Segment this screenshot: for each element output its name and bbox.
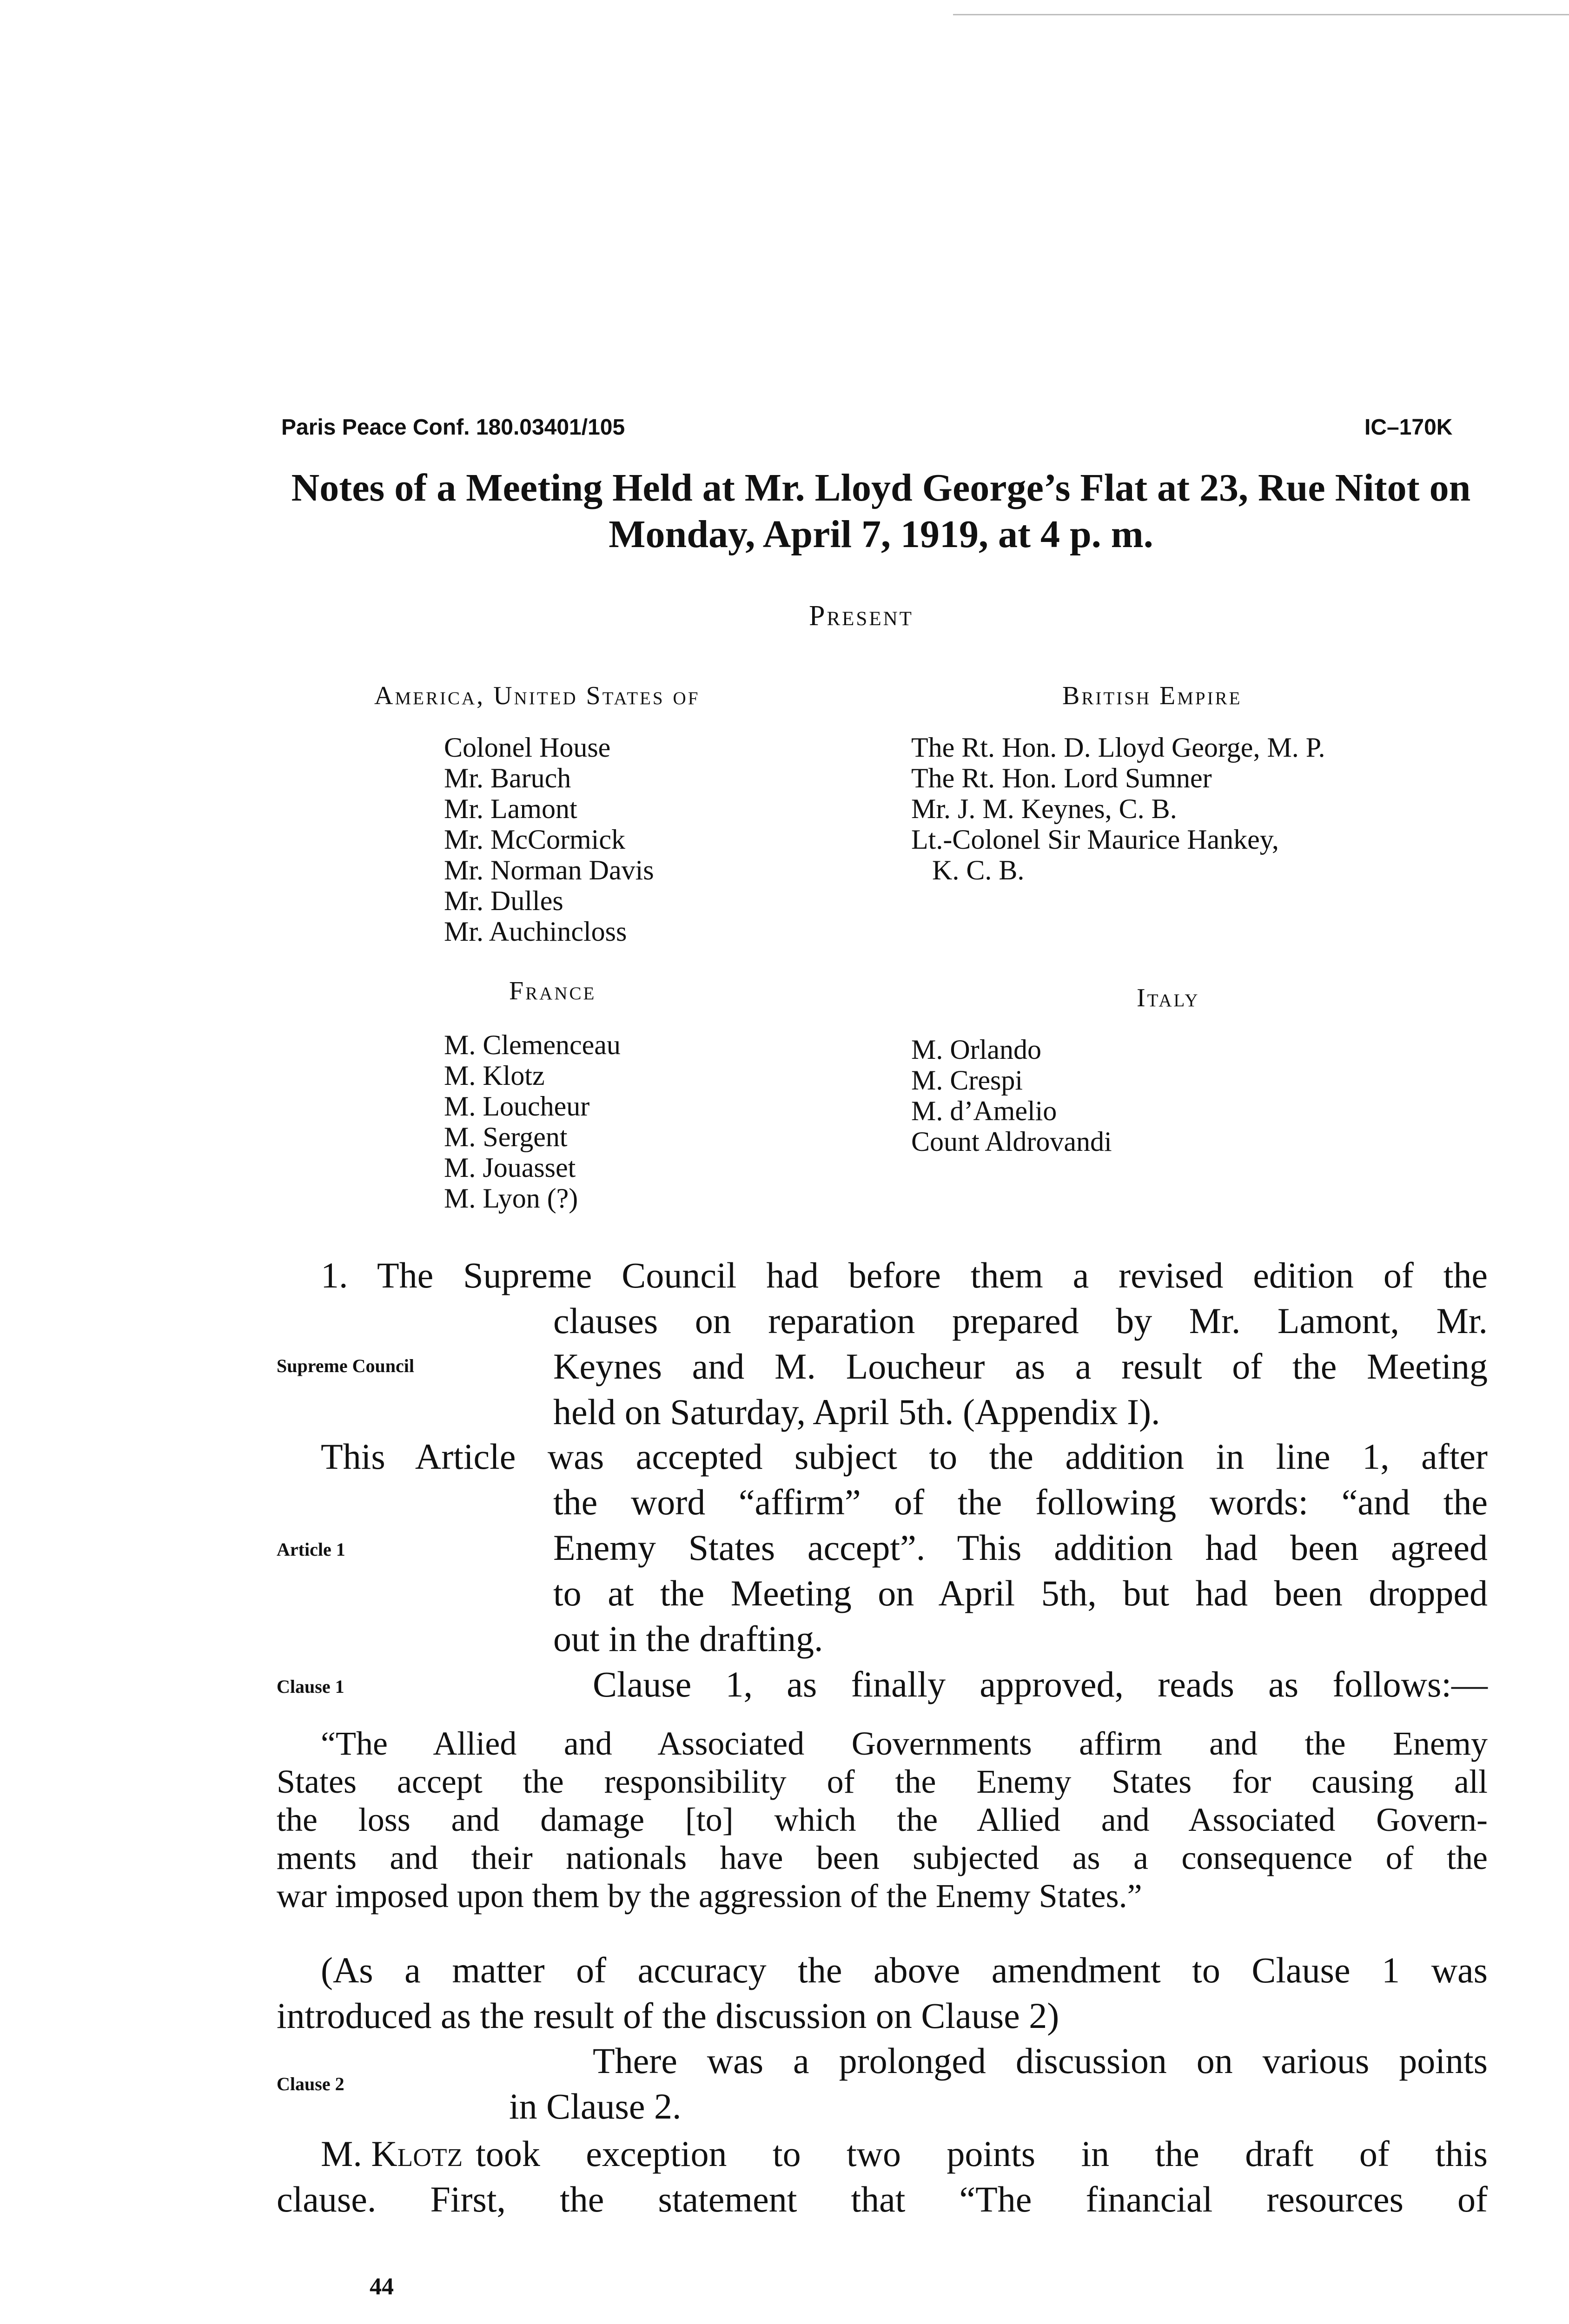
page-number: 44 (370, 2273, 394, 2300)
list-item: Mr. Baruch (444, 763, 571, 793)
list-item: Colonel House (444, 732, 611, 763)
paragraph-4 (277, 1948, 1488, 2039)
list-item: M. Orlando (911, 1034, 1041, 1065)
quote-line: ments and their nationals have been subjected as a consequence of the (277, 1839, 1488, 1876)
paragraph-1 (321, 1253, 1488, 1298)
quote-line: “The Allied and Associated Governments affirm and the Enemy (321, 1725, 1488, 1762)
body-line: the word “affirm” of the following words: “and the (553, 1482, 1488, 1522)
body-line: held on Saturday, April 5th. (Appendix I). (553, 1392, 1160, 1432)
list-item: K. C. B. (932, 855, 1025, 885)
list-item: M. Crespi (911, 1065, 1023, 1096)
list-item: M. Loucheur (444, 1091, 590, 1122)
margin-note-clause-2: Clause 2 (277, 2073, 344, 2094)
paragraph-1-cont (553, 1298, 1488, 1435)
body-line: There was a prolonged discussion on various points (593, 2040, 1488, 2081)
list-item: Lt.-Colonel Sir Maurice Hankey, (911, 824, 1279, 855)
quote-line: States accept the responsibility of the Enemy States for causing all (277, 1763, 1488, 1800)
france-heading: France (509, 977, 596, 1005)
list-item: Count Aldrovandi (911, 1126, 1112, 1157)
paragraph-5 (593, 2038, 1488, 2084)
clause-1-quote (277, 1724, 1488, 1915)
body-line: This Article was accepted subject to the addition in line 1, after (321, 1436, 1488, 1477)
paragraph-6 (321, 2131, 1488, 2177)
british-members (911, 732, 1325, 885)
body-line: clause. First, the statement that “The financial resources of (277, 2179, 1488, 2219)
list-item: M. Klotz (444, 1060, 545, 1091)
america-members (444, 732, 654, 947)
quote-line: the loss and damage [to] which the Allied and Associated Govern- (277, 1801, 1488, 1838)
america-heading: America, United States of (374, 681, 700, 710)
list-item: M. d’Amelio (911, 1096, 1057, 1126)
italy-heading: Italy (1137, 984, 1200, 1012)
list-item: Mr. McCormick (444, 824, 625, 855)
page-title: Notes of a Meeting Held at Mr. Lloyd George’s Flat at 23, Rue Nitot on Monday, April 7, 1919, at 4 p. m. (291, 466, 1471, 556)
body-line: clauses on reparation prepared by Mr. Lamont, Mr. (553, 1301, 1488, 1341)
margin-note-clause-1: Clause 1 (277, 1676, 344, 1697)
body-text: took exception to two points in the draft of this (476, 2133, 1488, 2174)
list-item: The Rt. Hon. Lord Sumner (911, 763, 1212, 793)
top-rule (953, 14, 1569, 15)
paragraph-5-cont (509, 2084, 681, 2129)
list-item: Mr. Lamont (444, 793, 577, 824)
france-members (444, 1030, 621, 1214)
body-line: (As a matter of accuracy the above amendment to Clause 1 was (321, 1950, 1488, 1990)
body-line: out in the drafting. (553, 1618, 823, 1659)
document-code: IC–170K (1364, 415, 1453, 440)
italy-members (911, 1034, 1112, 1157)
body-line: in Clause 2. (509, 2086, 682, 2126)
body-line: Clause 1, as finally approved, reads as follows:— (593, 1664, 1488, 1704)
present-heading: Present (809, 600, 914, 632)
list-item: Mr. Auchincloss (444, 916, 627, 947)
list-item: Mr. J. M. Keynes, C. B. (911, 793, 1177, 824)
list-item: Mr. Dulles (444, 885, 563, 916)
margin-note-article-1: Article 1 (277, 1539, 345, 1560)
list-item: M. Sergent (444, 1122, 568, 1152)
list-item: The Rt. Hon. D. Lloyd George, M. P. (911, 732, 1325, 763)
body-line: introduced as the result of the discussion on Clause 2) (277, 1995, 1059, 2036)
body-line: Enemy States accept”. This addition had been agreed (553, 1527, 1488, 1568)
paragraph-3 (593, 1662, 1488, 1707)
body-line: Keynes and M. Loucheur as a result of the Meeting (553, 1346, 1488, 1386)
list-item: M. Jouasset (444, 1152, 576, 1183)
paragraph-2 (321, 1434, 1488, 1479)
body-line: 1. The Supreme Council had before them a revised edition of the (321, 1255, 1488, 1295)
list-item: M. Clemenceau (444, 1030, 621, 1060)
quote-line: war imposed upon them by the aggression of the Enemy States.” (277, 1877, 1142, 1915)
paragraph-6-cont (277, 2177, 1488, 2222)
list-item: M. Lyon (?) (444, 1183, 578, 1214)
margin-note-supreme-council: Supreme Council (277, 1355, 414, 1376)
list-item: Mr. Norman Davis (444, 855, 654, 885)
speaker-name: M. Klotz (321, 2133, 463, 2174)
british-heading: British Empire (1062, 681, 1242, 710)
document-reference: Paris Peace Conf. 180.03401/105 (281, 415, 625, 440)
body-line: to at the Meeting on April 5th, but had been dropped (553, 1573, 1488, 1613)
paragraph-2-cont (553, 1479, 1488, 1662)
body-line (321, 2131, 1488, 2177)
